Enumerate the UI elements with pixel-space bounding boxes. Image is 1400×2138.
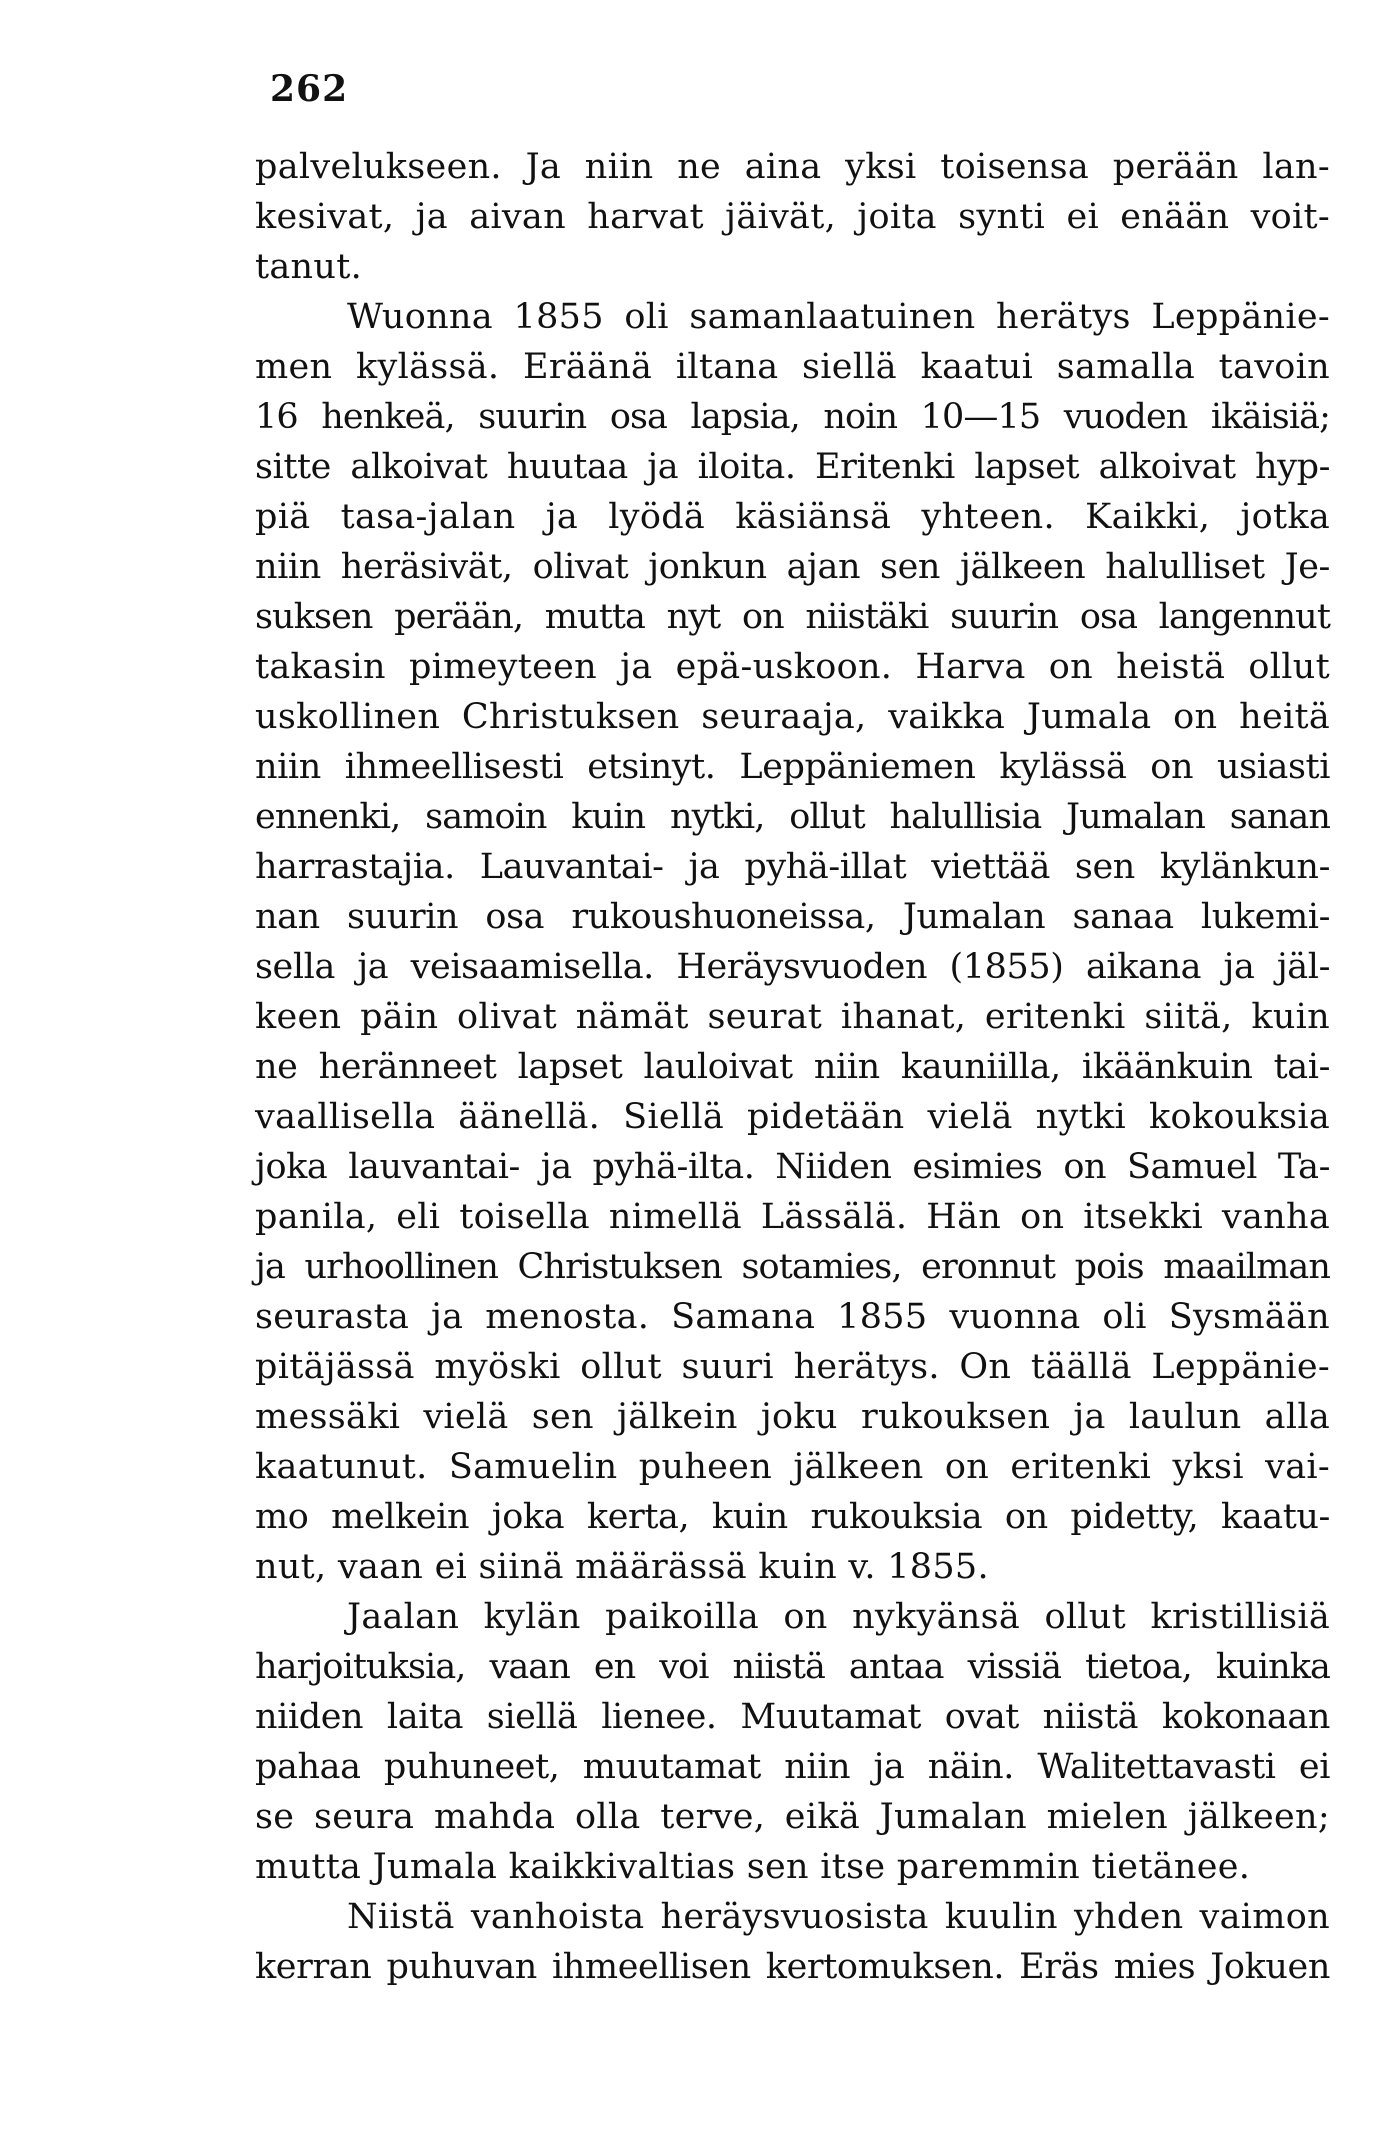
text-line: kerran puhuvan ihmeellisen kertomuksen. Eräs mies Jokuen [255, 1947, 1330, 1987]
text-line: Jaalan kylän paikoilla on nykyänsä ollut kristillisiä [347, 1597, 1330, 1637]
text-line: harjoituksia, vaan en voi niistä antaa vissiä tietoa, kuinka [255, 1647, 1330, 1687]
text-line: vaallisella äänellä. Siellä pidetään vielä nytki kokouksia [255, 1097, 1330, 1137]
text-line: harrastajia. Lauvantai- ja pyhä-illat viettää sen kylänkun- [255, 847, 1330, 887]
text-line: sitte alkoivat huutaa ja iloita. Eritenki lapset alkoivat hyp- [255, 447, 1330, 487]
text-line: piä tasa-jalan ja lyödä käsiänsä yhteen. Kaikki, jotka [255, 497, 1330, 537]
body-text [255, 142, 1330, 1992]
text-line: seurasta ja menosta. Samana 1855 vuonna oli Sysmään [255, 1297, 1330, 1337]
text-line: joka lauvantai- ja pyhä-ilta. Niiden esimies on Samuel Ta- [255, 1147, 1330, 1187]
text-line: men kylässä. Eräänä iltana siellä kaatui samalla tavoin [255, 347, 1330, 387]
text-line: nan suurin osa rukoushuoneissa, Jumalan sanaa lukemi- [255, 897, 1330, 937]
text-line: niiden laita siellä lienee. Muutamat ovat niistä kokonaan [255, 1697, 1330, 1737]
text-line: kesivat, ja aivan harvat jäivät, joita synti ei enään voit- [255, 197, 1330, 237]
page-number: 262 [270, 68, 349, 110]
text-line: pahaa puhuneet, muutamat niin ja näin. Walitettavasti ei [255, 1747, 1330, 1787]
text-line: kaatunut. Samuelin puheen jälkeen on eritenki yksi vai- [255, 1447, 1330, 1487]
text-line: ne heränneet lapset lauloivat niin kauniilla, ikäänkuin tai- [255, 1047, 1330, 1087]
text-line: nut, vaan ei siinä määrässä kuin v. 1855. [255, 1547, 989, 1587]
text-line: se seura mahda olla terve, eikä Jumalan mielen jälkeen; [255, 1797, 1330, 1837]
text-line: ennenki, samoin kuin nytki, ollut halullisia Jumalan sanan [255, 797, 1330, 837]
text-line: Wuonna 1855 oli samanlaatuinen herätys Leppänie- [347, 297, 1330, 337]
text-line: keen päin olivat nämät seurat ihanat, eritenki siitä, kuin [255, 997, 1330, 1037]
text-line: suksen perään, mutta nyt on niistäki suurin osa langennut [255, 597, 1330, 637]
text-line: panila, eli toisella nimellä Lässälä. Hän on itsekki vanha [255, 1197, 1330, 1237]
text-line: uskollinen Christuksen seuraaja, vaikka Jumala on heitä [255, 697, 1330, 737]
text-line: messäki vielä sen jälkein joku rukouksen ja laulun alla [255, 1397, 1330, 1437]
text-line: ja urhoollinen Christuksen sotamies, eronnut pois maailman [255, 1247, 1330, 1287]
text-line: niin ihmeellisesti etsinyt. Leppäniemen kylässä on usiasti [255, 747, 1330, 787]
text-line: mutta Jumala kaikkivaltias sen itse paremmin tietänee. [255, 1847, 1251, 1887]
text-line: niin heräsivät, olivat jonkun ajan sen jälkeen halulliset Je- [255, 547, 1330, 587]
text-line: tanut. [255, 247, 363, 287]
text-line: Niistä vanhoista heräysvuosista kuulin yhden vaimon [347, 1897, 1330, 1937]
text-line: pitäjässä myöski ollut suuri herätys. On täällä Leppänie- [255, 1347, 1330, 1387]
text-line: mo melkein joka kerta, kuin rukouksia on pidetty, kaatu- [255, 1497, 1330, 1537]
text-line: 16 henkeä, suurin osa lapsia, noin 10—15 vuoden ikäisiä; [255, 397, 1330, 437]
text-line: palvelukseen. Ja niin ne aina yksi toisensa perään lan- [255, 147, 1330, 187]
text-line: takasin pimeyteen ja epä-uskoon. Harva on heistä ollut [255, 647, 1330, 687]
text-line: sella ja veisaamisella. Heräysvuoden (1855) aikana ja jäl- [255, 947, 1330, 987]
